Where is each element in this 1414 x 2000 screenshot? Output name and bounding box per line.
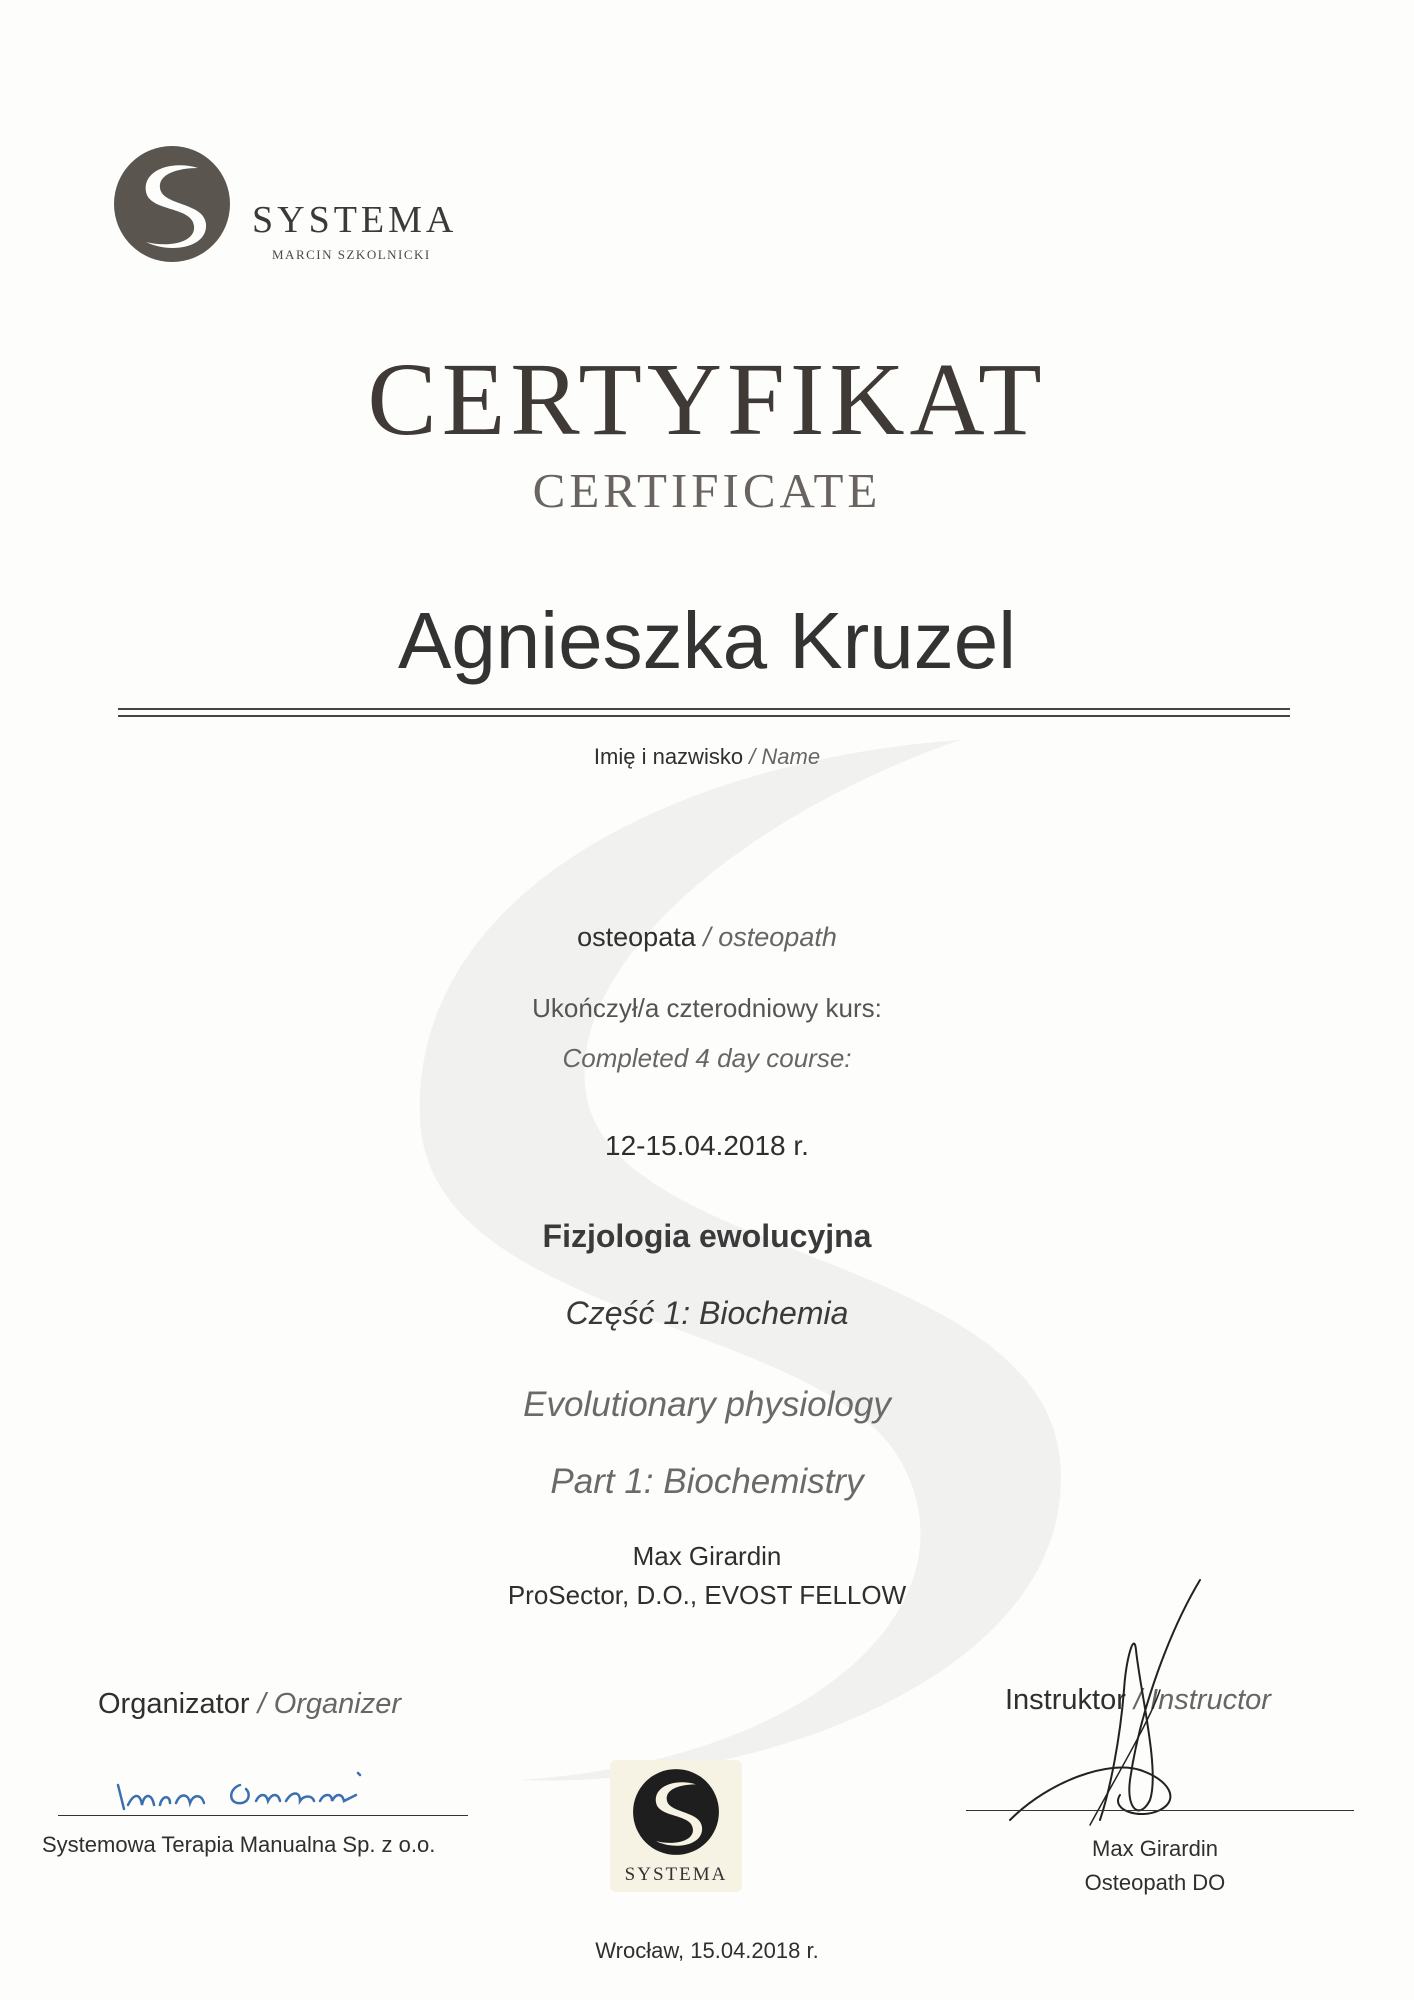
organizer-label-en: Organizer <box>273 1688 402 1720</box>
recipient-name: Agnieszka Kruzel <box>397 596 1017 685</box>
logo-name: SYSTEMA <box>252 199 458 241</box>
instructor-signature-line <box>966 1810 1354 1811</box>
place-and-date: Wrocław, 15.04.2018 r. <box>595 1938 819 1963</box>
lecturer-name: Max Girardin <box>632 1541 782 1571</box>
instructor-signature <box>990 1570 1230 1840</box>
profession-en: osteopath <box>718 922 837 952</box>
organizer-label-pl: Organizator <box>98 1688 250 1720</box>
course-dates: 12-15.04.2018 r. <box>605 1130 809 1161</box>
systema-logo-icon <box>112 144 232 264</box>
course-topic-en: Evolutionary physiology <box>523 1385 891 1424</box>
name-underline-bottom <box>118 715 1290 717</box>
profession-pl: osteopata <box>577 922 696 952</box>
instructor-label-pl: Instruktor <box>1005 1684 1126 1716</box>
course-part-en: Part 1: Biochemistry <box>550 1462 864 1501</box>
organizer-company: Systemowa Terapia Manualna Sp. z o.o. <box>42 1832 436 1857</box>
systema-seal <box>610 1760 742 1892</box>
organizer-signature <box>110 1745 400 1815</box>
title-polish: CERTYFIKAT <box>367 342 1047 457</box>
instructor-label-en: Instructor <box>1150 1684 1271 1716</box>
name-label-en: Name <box>761 744 821 769</box>
course-part-pl: Część 1: Biochemia <box>565 1295 849 1331</box>
name-underline-top <box>118 708 1290 710</box>
instructor-title: Osteopath DO <box>1084 1870 1226 1895</box>
course-topic-pl: Fizjologia ewolucyjna <box>542 1218 872 1254</box>
profession-sep: / <box>695 922 719 952</box>
organizer-label <box>98 1688 401 1721</box>
completed-course-pl: Ukończył/a czterodniowy kurs: <box>532 993 882 1023</box>
lecturer-title: ProSector, D.O., EVOST FELLOW <box>507 1580 907 1610</box>
header-logo <box>112 144 482 274</box>
name-label-sep: / <box>743 744 762 769</box>
logo-subtitle: MARCIN SZKOLNICKI <box>272 247 431 262</box>
organizer-label-sep: / <box>249 1688 274 1720</box>
title-english: CERTIFICATE <box>532 463 882 518</box>
profession <box>0 922 1414 953</box>
seal-text: SYSTEMA <box>624 1864 728 1885</box>
name-label-pl: Imię i nazwisko <box>593 744 744 769</box>
completed-course-en: Completed 4 day course: <box>562 1043 852 1073</box>
name-field-label <box>0 744 1414 770</box>
seal-logo-icon <box>630 1766 722 1858</box>
instructor-name: Max Girardin <box>1092 1836 1218 1861</box>
instructor-label-sep: / <box>1125 1684 1151 1716</box>
organizer-signature-line <box>58 1815 468 1816</box>
